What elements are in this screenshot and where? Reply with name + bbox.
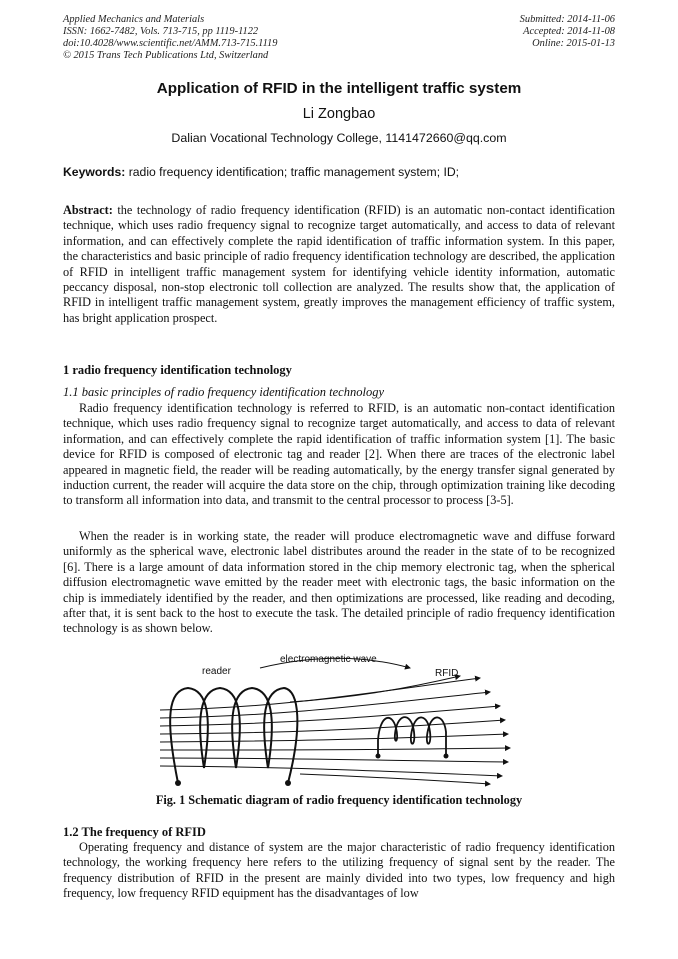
section-1-heading: 1 radio frequency identification technology — [63, 363, 292, 377]
section-1-2-heading: 1.2 The frequency of RFID — [63, 825, 206, 839]
section-1-1-paragraph-1 — [63, 401, 615, 509]
rfid-terminal-left — [376, 754, 381, 759]
section-1-1-paragraph-2 — [63, 529, 615, 637]
reader-label: reader — [202, 666, 231, 677]
paragraph-text: Radio frequency identification technology is referred to RFID, is an automatic non-contact identification technique, which uses radio frequency signal to recognize target automatically, and access to data of relevant information, and can effectively complete the rapid identification of traffic information system [1]. The basic device for RFID is composed of electronic tag and reader [2]. When there are traces of the electronic label appeared in magnetic field, the reader will be reading automatically, by the energy transfer signal generated by induction current, the reader will acquire the data store on the chip, through optimization training like decoding to transform all information into data, and transmit to the central processor to process [3-5]. — [63, 401, 615, 508]
affiliation: Dalian Vocational Technology College, 1141472660@qq.com — [171, 131, 507, 145]
issn-line: ISSN: 1662-7482, Vols. 713-715, pp 1119-1122 — [63, 26, 259, 37]
section-1-2-paragraph — [63, 840, 615, 902]
abstract-text: the technology of radio frequency identification (RFID) is an automatic non-contact identification technique, which uses radio frequency signal to recognize target automatically, and access to data of relevant information, and can effectively complete the rapid identification of traffic information system. In this paper, the characteristics and basic principle of radio frequency identification technology are described, the application of RFID in intelligent traffic management system for identifying vehicle identity information, automatic peccancy disposal, non-stop electronic toll collection are analyzed. The results show that, the application of RFID in intelligent traffic management system, greatly improves the management efficiency of traffic system, has bright application prospect. — [63, 203, 615, 325]
submitted-date: Submitted: 2014-11-06 — [519, 14, 615, 25]
paper-title: Application of RFID in the intelligent traffic system — [156, 80, 522, 97]
reader-terminal-left — [175, 780, 181, 786]
paragraph-text: Operating frequency and distance of system are the major characteristic of radio frequency identification technology, the working frequency here refers to the utilizing frequency of signal sent by the reader. The frequency distribution of RFID in the present are mainly divided into two types, low frequency and high frequency, low frequency RFID equipment has the disadvantages of low — [63, 840, 615, 901]
accepted-date: Accepted: 2014-11-08 — [523, 26, 615, 37]
field-lines — [160, 676, 510, 784]
keywords-label: Keywords: — [63, 165, 126, 179]
figure-caption: Fig. 1 Schematic diagram of radio frequency identification technology — [155, 793, 523, 807]
reader-coil — [170, 688, 297, 783]
author-name: Li Zongbao — [302, 106, 376, 122]
keywords — [63, 165, 615, 179]
wave-label: electromagnetic wave — [280, 654, 377, 665]
rfid-terminal-right — [444, 754, 449, 759]
journal-name: Applied Mechanics and Materials — [63, 14, 205, 25]
doi-line: doi:10.4028/www.scientific.net/AMM.713-715.1119 — [63, 38, 278, 49]
online-date: Online: 2015-01-13 — [532, 38, 615, 49]
reader-terminal-right — [285, 780, 291, 786]
paragraph-text: When the reader is in working state, the reader will produce electromagnetic wave and diffuse forward uniformly as the spherical wave, electronic label distributes around the reader in the state of to be recognized [6]. There is a large amount of data information stored in the chip memory electronic tag, when the spherical diffusion electromagnetic wave emitted by the reader meet with electronic tags, the basic information on the chip is immediately identified by the reader, and then optimizations are processed, like reading and decoding, after that, it is sent back to the host to execute the task. The detailed principle of radio frequency identification technology is as shown below. — [63, 529, 615, 636]
abstract-label: Abstract: — [63, 203, 113, 217]
rfid-label: RFID — [435, 668, 459, 679]
rfid-schematic-figure — [160, 648, 520, 788]
section-1-1-heading: 1.1 basic principles of radio frequency identification technology — [63, 385, 385, 399]
journal-header — [63, 14, 277, 62]
keywords-text: radio frequency identification; traffic management system; ID; — [125, 165, 460, 179]
abstract — [63, 203, 615, 326]
copyright-line: © 2015 Trans Tech Publications Ltd, Switzerland — [63, 50, 269, 61]
dates-header — [520, 14, 615, 50]
